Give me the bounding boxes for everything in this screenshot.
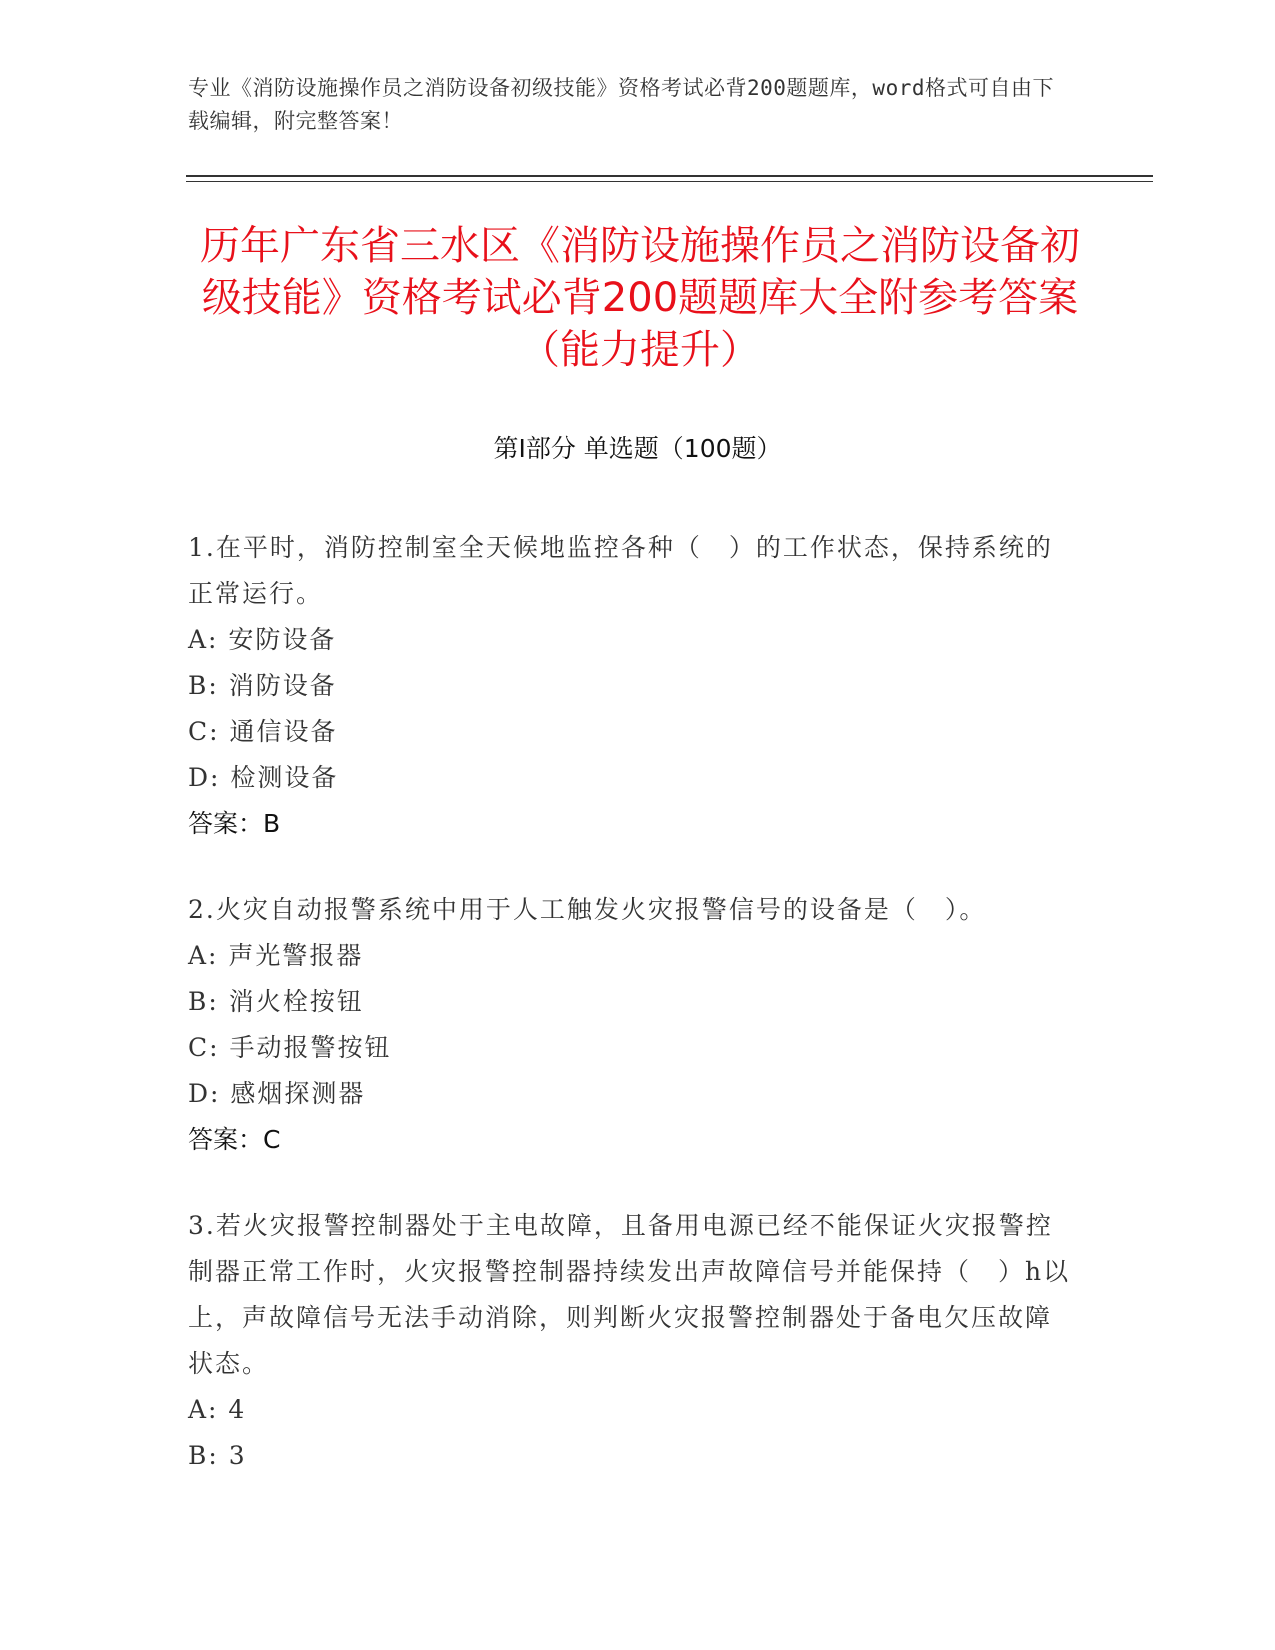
question-stem: 3.若火灾报警控制器处于主电故障，且备用电源已经不能保证火灾报警控制器正常工作时，火灾报警控制器持续发出声故障信号并能保持（ ）h以上，声故障信号无法手动消除，则判断火灾报警控制器处于备电欠压故障状态。 [188,1211,1071,1378]
question-list [188,525,1078,1519]
option-d: D: 检测设备 [188,763,339,792]
document-title: 历年广东省三水区《消防设施操作员之消防设备初级技能》资格考试必背200题题库大全附参考答案（能力提升） [200,223,1080,373]
question-2 [188,887,1078,1163]
option-b: B: 消防设备 [188,671,337,700]
section-title: 第Ⅰ部分 单选题（100题） [493,434,782,463]
header-rule-thin [186,181,1153,182]
header-note: 专业《消防设施操作员之消防设备初级技能》资格考试必背200题题库，word格式可自由下载编辑，附完整答案！ [188,76,1054,133]
option-b: B: 消火栓按钮 [188,987,364,1016]
option-c: C: 手动报警按钮 [188,1033,392,1062]
question-stem: 1.在平时，消防控制室全天候地监控各种（ ）的工作状态，保持系统的正常运行。 [188,533,1053,608]
question-stem: 2.火灾自动报警系统中用于人工触发火灾报警信号的设备是（ ）。 [188,895,987,924]
question-3 [188,1203,1078,1479]
header-rule-thick [186,175,1153,177]
question-1 [188,525,1078,847]
answer-line: 答案：B [188,809,281,838]
option-d: D: 感烟探测器 [188,1079,366,1108]
answer-line: 答案：C [188,1125,281,1154]
option-a: A: 4 [188,1395,247,1424]
option-b: B: 3 [188,1441,247,1470]
option-c: C: 通信设备 [188,717,338,746]
option-a: A: 安防设备 [188,625,337,654]
option-a: A: 声光警报器 [188,941,364,970]
